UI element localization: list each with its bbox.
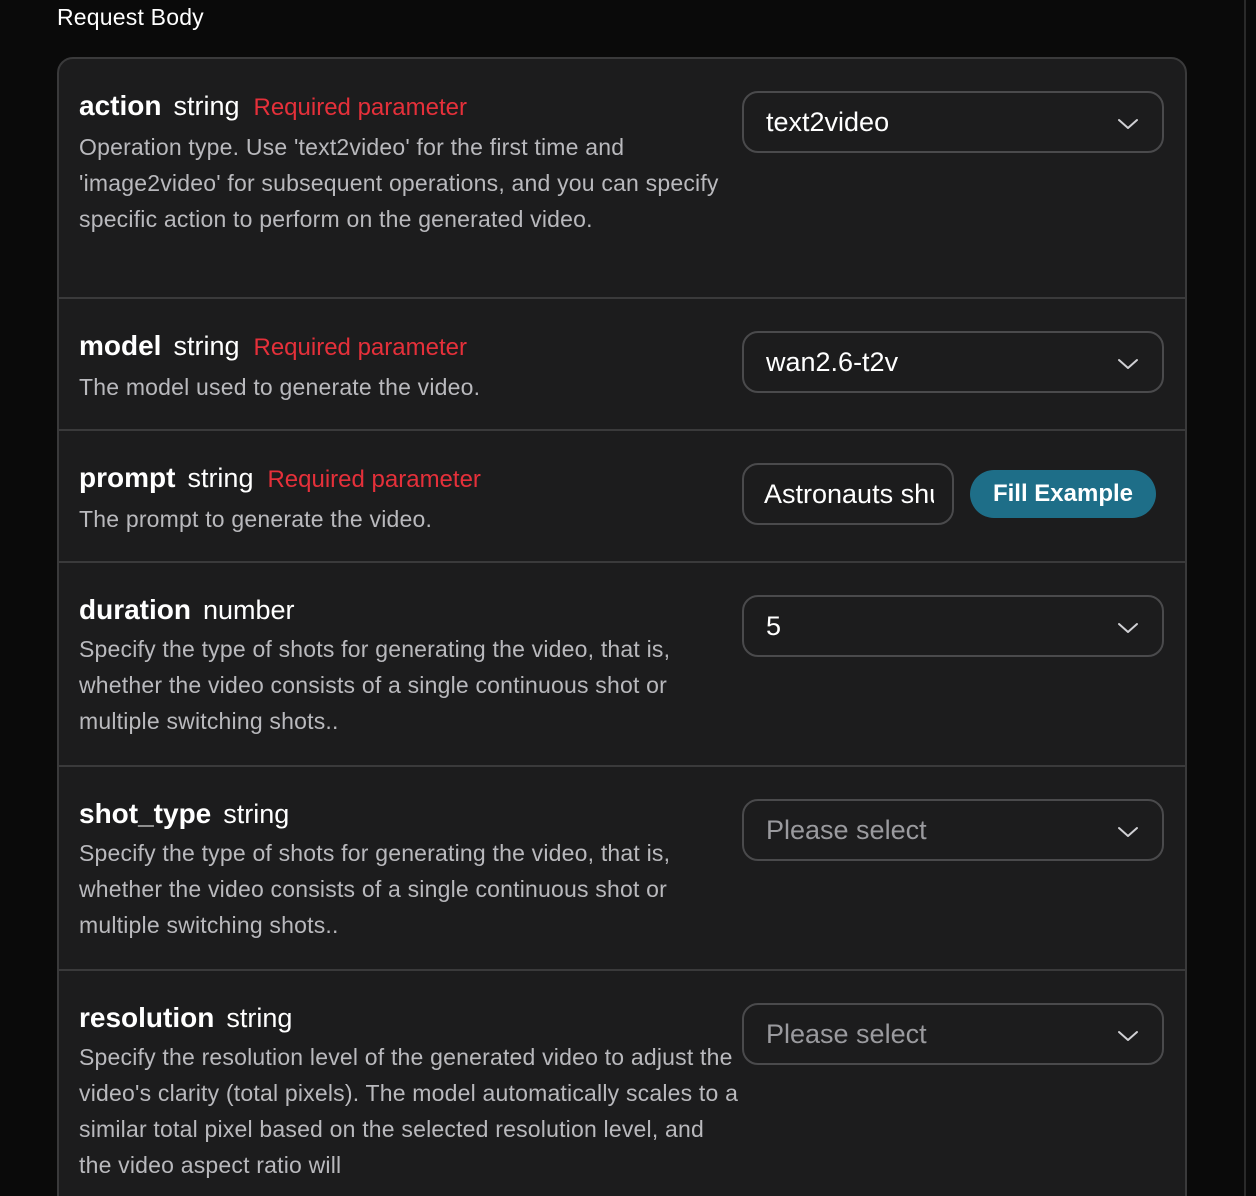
model-select[interactable]	[742, 331, 1164, 393]
param-description: Specify the type of shots for generating the video, that is, whether the video consists of a single continuous shot or multiple switching shots..	[79, 636, 671, 734]
resolution-select[interactable]	[742, 1003, 1164, 1065]
param-description: Specify the resolution level of the generated video to adjust the video's clarity (total pixels). The model automatically scales to a similar total pixel based on the selected resolution level, and the video aspect ratio will	[79, 1044, 739, 1178]
param-name: prompt	[79, 462, 176, 493]
params-panel	[57, 57, 1187, 1196]
select-placeholder: Please select	[766, 814, 927, 845]
param-duration	[59, 563, 1185, 767]
param-resolution	[59, 971, 1185, 1196]
param-name: model	[79, 330, 162, 361]
param-name: shot_type	[79, 798, 212, 829]
param-name: action	[79, 90, 162, 121]
param-type: string	[223, 799, 290, 829]
chevron-down-icon	[1116, 616, 1140, 640]
page-scrollbar[interactable]	[1244, 0, 1256, 1196]
param-name: resolution	[79, 1002, 215, 1033]
chevron-down-icon	[1116, 1024, 1140, 1048]
action-select[interactable]	[742, 91, 1164, 153]
param-description: Operation type. Use 'text2video' for the first time and 'image2video' for subsequent operations, and you can specify specific action to perform on the generated video.	[79, 134, 719, 232]
duration-select[interactable]	[742, 595, 1164, 657]
param-type: string	[187, 463, 254, 493]
param-type: string	[226, 1003, 293, 1033]
section-title: Request Body	[57, 4, 204, 30]
param-description: The prompt to generate the video.	[79, 506, 433, 532]
required-label: Required parameter	[267, 466, 481, 493]
param-type: number	[203, 595, 295, 625]
shot-type-select[interactable]	[742, 799, 1164, 861]
param-name: duration	[79, 594, 191, 625]
select-placeholder: Please select	[766, 1018, 927, 1049]
param-action	[59, 59, 1185, 299]
required-label: Required parameter	[253, 334, 467, 361]
param-description: The model used to generate the video.	[79, 374, 481, 400]
chevron-down-icon	[1116, 352, 1140, 376]
param-prompt	[59, 431, 1185, 563]
select-value: text2video	[766, 106, 890, 137]
select-value: 5	[766, 610, 782, 641]
param-type: string	[173, 91, 240, 121]
prompt-input[interactable]	[742, 463, 954, 525]
param-model	[59, 299, 1185, 431]
fill-example-button[interactable]: Fill Example	[970, 470, 1156, 518]
param-type: string	[173, 331, 240, 361]
chevron-down-icon	[1116, 820, 1140, 844]
chevron-down-icon	[1116, 112, 1140, 136]
select-value: wan2.6-t2v	[766, 346, 899, 377]
required-label: Required parameter	[253, 94, 467, 121]
param-shot-type	[59, 767, 1185, 971]
param-description: Specify the type of shots for generating the video, that is, whether the video consists of a single continuous shot or multiple switching shots..	[79, 840, 671, 938]
